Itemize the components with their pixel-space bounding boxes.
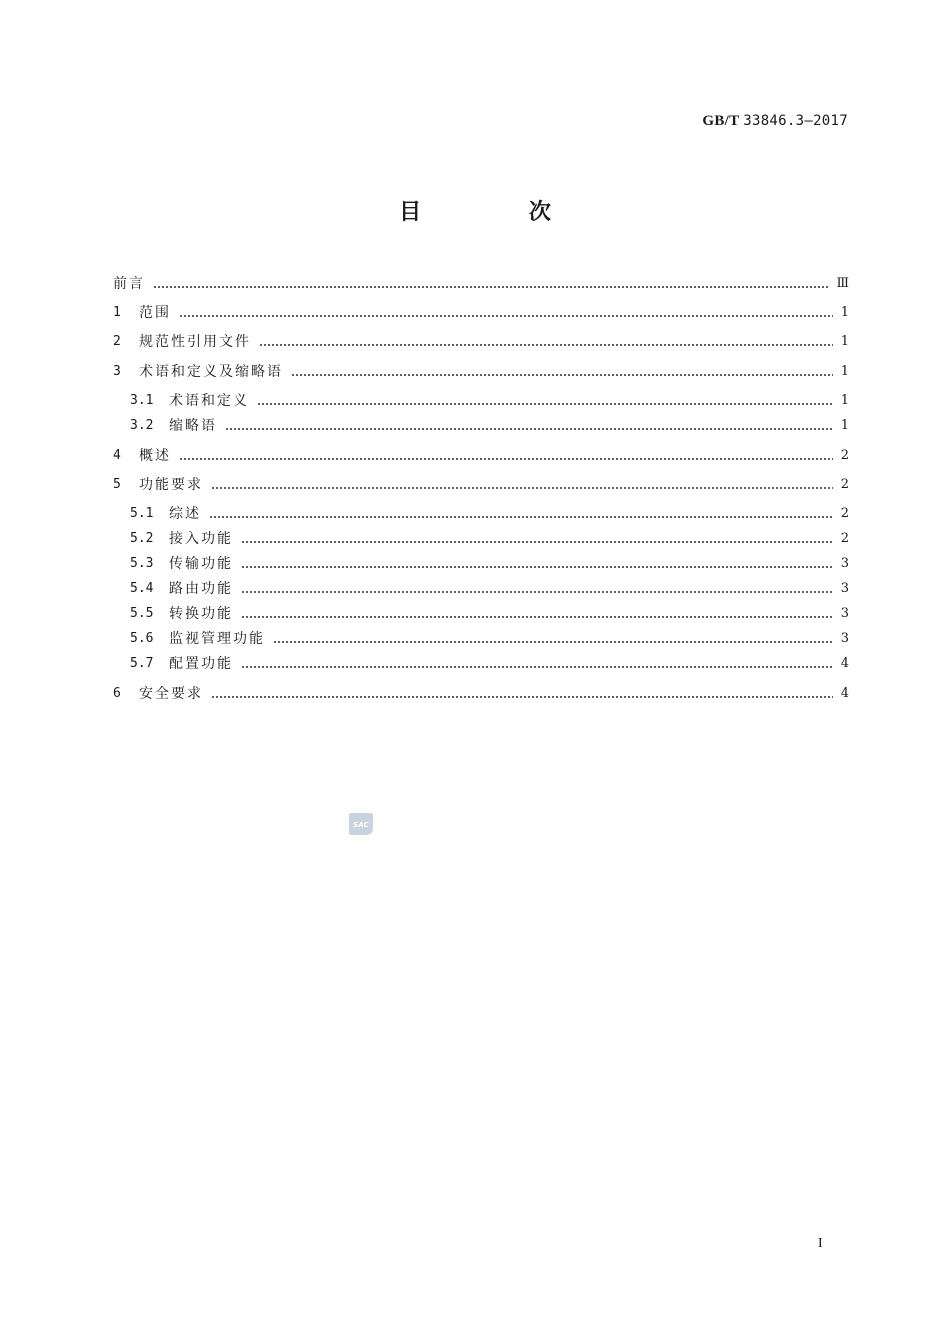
toc-entry-number: 5.3	[130, 556, 154, 571]
toc-entry[interactable]	[113, 302, 849, 324]
toc-entry-label: 综述	[169, 506, 201, 522]
toc-entry-page: 3	[840, 631, 849, 646]
toc-entry[interactable]	[113, 528, 849, 550]
toc-dot-leader	[241, 591, 833, 593]
toc-entry-page: 3	[840, 556, 849, 571]
toc-entry[interactable]	[113, 390, 849, 412]
toc-entry-number: 5.6	[130, 631, 154, 646]
toc-entry-label: 功能要求	[139, 477, 203, 493]
toc-entry-label: 规范性引用文件	[139, 334, 251, 350]
toc-entry-number: 6	[113, 686, 121, 701]
toc-entry[interactable]	[113, 415, 849, 437]
toc-dot-leader	[179, 315, 833, 317]
toc-entry-label: 监视管理功能	[169, 631, 265, 647]
toc-entry-number: 5.4	[130, 581, 154, 596]
toc-entry[interactable]	[113, 445, 849, 467]
toc-entry-number: 3.1	[130, 393, 154, 408]
toc-dot-leader	[241, 566, 833, 568]
toc-entry-page: 2	[840, 448, 849, 463]
toc-entry-page: 3	[840, 606, 849, 621]
toc-entry[interactable]	[113, 653, 849, 675]
toc-entry-number: 5	[113, 477, 121, 492]
toc-dot-leader	[241, 616, 833, 618]
toc-entry-page: 4	[840, 686, 849, 701]
toc-entry-page: 1	[840, 305, 849, 320]
toc-entry-page: 1	[840, 364, 849, 379]
toc-dot-leader	[179, 458, 833, 460]
toc-entry-page: 3	[840, 581, 849, 596]
toc-entry-label: 概述	[139, 448, 171, 464]
toc-entry-number: 3	[113, 364, 121, 379]
toc-entry-label: 术语和定义及缩略语	[139, 364, 283, 380]
toc-entry-number: 2	[113, 334, 121, 349]
toc-entry-label: 前言	[113, 276, 145, 292]
toc-entry-page: 1	[840, 334, 849, 349]
toc-dot-leader	[211, 487, 833, 489]
toc-entry-number: 5.5	[130, 606, 154, 621]
toc-entry-number: 1	[113, 305, 121, 320]
toc-entry-label: 路由功能	[169, 581, 233, 597]
toc-dot-leader	[273, 641, 833, 643]
toc-dot-leader	[291, 374, 833, 376]
page-number: I	[818, 1236, 823, 1251]
toc-entry-label: 传输功能	[169, 556, 233, 572]
toc-entry[interactable]	[113, 628, 849, 650]
toc-dot-leader	[209, 516, 833, 518]
toc-entry-number: 3.2	[130, 418, 154, 433]
toc-entry[interactable]	[113, 361, 849, 383]
toc-entry-page: 2	[840, 531, 849, 546]
toc-entry[interactable]	[113, 578, 849, 600]
toc-entry-label: 术语和定义	[169, 393, 249, 409]
sac-logo-watermark	[348, 812, 374, 836]
table-of-contents	[113, 0, 849, 800]
toc-entry-label: 范围	[139, 305, 171, 321]
toc-entry-label: 缩略语	[169, 418, 217, 434]
toc-entry[interactable]	[113, 503, 849, 525]
toc-entry[interactable]	[113, 331, 849, 353]
toc-entry-label: 安全要求	[139, 686, 203, 702]
toc-entry-label: 接入功能	[169, 531, 233, 547]
toc-entry[interactable]	[113, 474, 849, 496]
toc-title: 目 次	[399, 200, 601, 225]
watermark-text: SAC	[353, 821, 369, 829]
toc-dot-leader	[153, 286, 828, 288]
toc-entry-page: 4	[840, 656, 849, 671]
toc-entry-page: 2	[840, 477, 849, 492]
toc-entry[interactable]	[113, 553, 849, 575]
toc-entry-page: 1	[840, 393, 849, 408]
toc-entry-number: 5.7	[130, 656, 154, 671]
toc-entry-label: 配置功能	[169, 656, 233, 672]
toc-entry[interactable]	[113, 603, 849, 625]
standard-code-number: 33846.3—2017	[743, 113, 848, 129]
toc-entry[interactable]	[113, 683, 849, 705]
toc-entry-number: 5.1	[130, 506, 154, 521]
toc-entry-number: 5.2	[130, 531, 154, 546]
toc-dot-leader	[259, 344, 833, 346]
toc-entry[interactable]	[113, 273, 849, 295]
toc-entry-page: 1	[840, 418, 849, 433]
toc-dot-leader	[257, 403, 833, 405]
toc-dot-leader	[241, 541, 833, 543]
toc-entry-number: 4	[113, 448, 121, 463]
toc-dot-leader	[211, 696, 833, 698]
toc-entry-page: Ⅲ	[836, 276, 849, 291]
toc-dot-leader	[225, 428, 833, 430]
toc-entry-label: 转换功能	[169, 606, 233, 622]
toc-entry-page: 2	[840, 506, 849, 521]
standard-code-prefix: GB/T	[702, 113, 740, 129]
toc-dot-leader	[241, 666, 833, 668]
